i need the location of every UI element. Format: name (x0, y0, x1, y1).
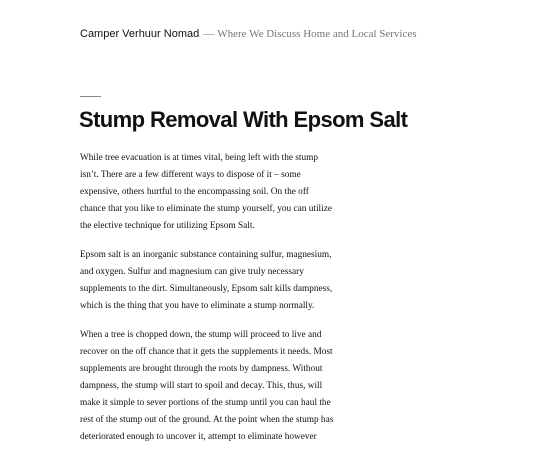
article-paragraph-3: When a tree is chopped down, the stump will proceed to live and recover on the off chance that it gets the supplements it needs. Most supplements are brought through the roots by dampness. Without dampness, the stump will start to spoil and decay. This, thus, will make it simple to sever portions of the stump until you can haul the rest of the stump out of the ground. At the point when the stump has deteriorated enough to uncover it, attempt to eliminate however (80, 330, 334, 442)
article-paragraph-1: While tree evacuation is at times vital, being left with the stump isn’t. There are a few different ways to dispose of it – some expensive, others hurtful to the encompassing soil. On the off chance that you like to eliminate the stump yourself, you can utilize the elective technique for utilizing Epsom Salt. (80, 153, 332, 231)
article-paragraph-2: Epsom salt is an inorganic substance containing sulfur, magnesium, and oxygen. Sulfur and magnesium can give truly necessary supplements to the dirt. Simultaneously, Epsom salt kills dampness, which is the thing that you have to eliminate a stump normally. (80, 250, 333, 311)
site-description: Where We Discuss Home and Local Services (217, 28, 417, 40)
title-divider (80, 96, 101, 97)
title-separator: — (203, 28, 215, 40)
site-header (80, 27, 520, 41)
article-title: Stump Removal With Epsom Salt (79, 107, 408, 132)
article-content (80, 150, 334, 458)
site-title-link[interactable]: Camper Verhuur Nomad (80, 28, 200, 40)
